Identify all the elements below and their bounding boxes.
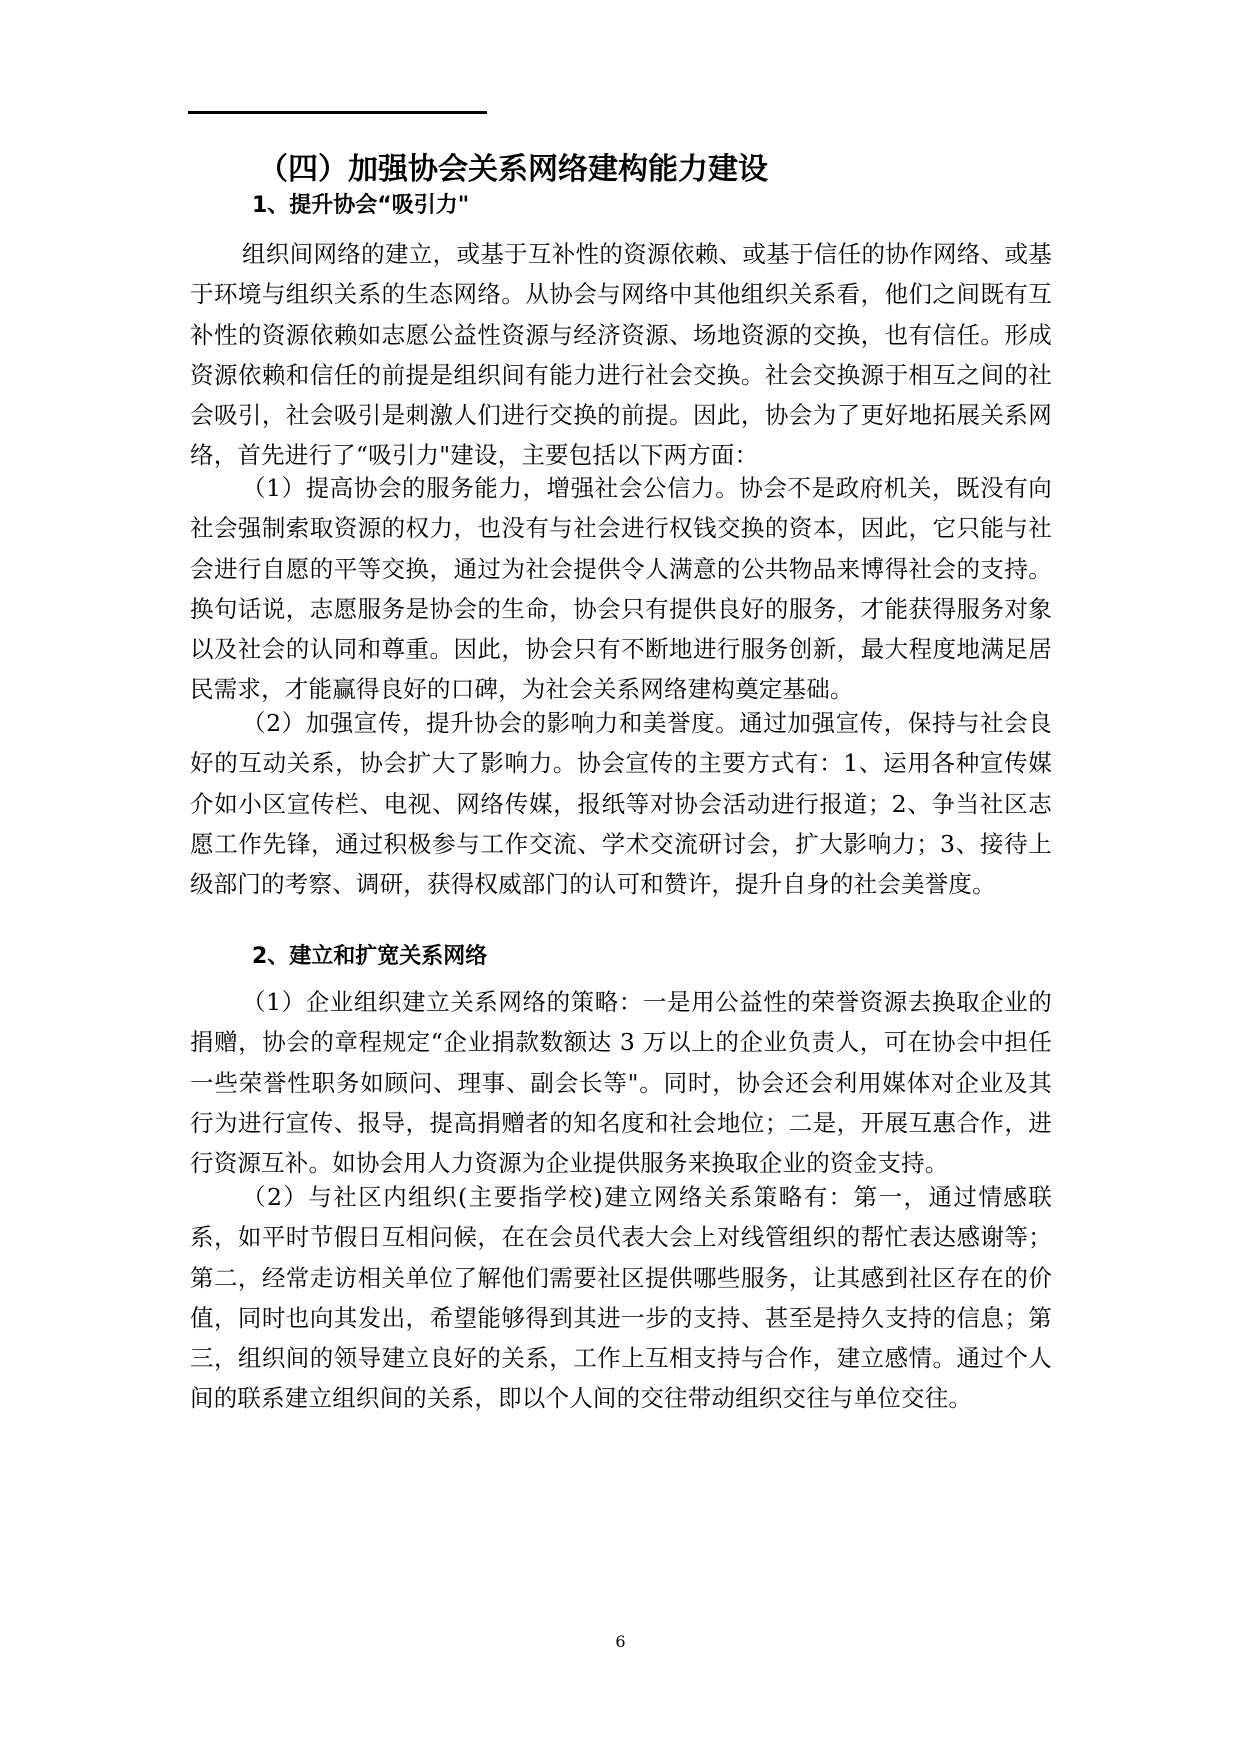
section-heading: （四）加强协会关系网络建构能力建设: [258, 152, 768, 187]
paragraph: （1）企业组织建立关系网络的策略：一是用公益性的荣誉资源去换取企业的捐赠，协会的章程规定“企业捐款数额达 3 万以上的企业负责人，可在协会中担任一些荣誉性职务如顾问、理事、副会长等"。同时，协会还会利用媒体对企业及其行为进行宣传、报导，提高捐赠者的知名度和社会地位；二是，开展互惠合作，进行资源互补。如协会用人力资源为企业提供服务来换取企业的资金支持。: [190, 988, 1052, 1178]
paragraph: 组织间网络的建立，或基于互补性的资源依赖、或基于信任的协作网络、或基于环境与组织关系的生态网络。从协会与网络中其他组织关系看，他们之间既有互补性的资源依赖如志愿公益性资源与经济资源、场地资源的交换，也有信任。形成资源依赖和信任的前提是组织间有能力进行社会交换。社会交换源于相互之间的社会吸引，社会吸引是刺激人们进行交换的前提。因此，协会为了更好地拓展关系网络，首先进行了“吸引力"建设，主要包括以下两方面：: [190, 240, 1052, 470]
paragraph: （2）加强宣传，提升协会的影响力和美誉度。通过加强宣传，保持与社会良好的互动关系，协会扩大了影响力。协会宣传的主要方式有：1、运用各种宣传媒介如小区宣传栏、电视、网络传媒，报纸等对协会活动进行报道；2、争当社区志愿工作先锋，通过积极参与工作交流、学术交流研讨会，扩大影响力；3、接待上级部门的考察、调研，获得权威部门的认可和赞许，提升自身的社会美誉度。: [190, 709, 1052, 899]
paragraph: （2）与社区内组织(主要指学校)建立网络关系策略有：第一，通过情感联系，如平时节假日互相问候，在在会员代表大会上对线管组织的帮忙表达感谢等；第二，经常走访相关单位了解他们需要社区提供哪些服务，让其感到社区存在的价值，同时也向其发出，希望能够得到其进一步的支持、甚至是持久支持的信息；第三，组织间的领导建立良好的关系，工作上互相支持与合作，建立感情。通过个人间的联系建立组织间的关系，即以个人间的交往带动组织交往与单位交往。: [190, 1183, 1052, 1413]
page-number: 6: [615, 1632, 626, 1651]
paragraph: （1）提高协会的服务能力，增强社会公信力。协会不是政府机关，既没有向社会强制索取资源的权力，也没有与社会进行权钱交换的资本，因此，它只能与社会进行自愿的平等交换，通过为社会提供令人满意的公共物品来博得社会的支持。换句话说，志愿服务是协会的生命，协会只有提供良好的服务，才能获得服务对象以及社会的认同和尊重。因此，协会只有不断地进行服务创新，最大程度地满足居民需求，才能赢得良好的口碑，为社会关系网络建构奠定基础。: [190, 474, 1052, 704]
subsection-1-heading: 1、提升协会“吸引力": [252, 193, 470, 218]
footnote-separator-line: [188, 111, 487, 114]
subsection-2-heading: 2、建立和扩宽关系网络: [252, 944, 488, 969]
